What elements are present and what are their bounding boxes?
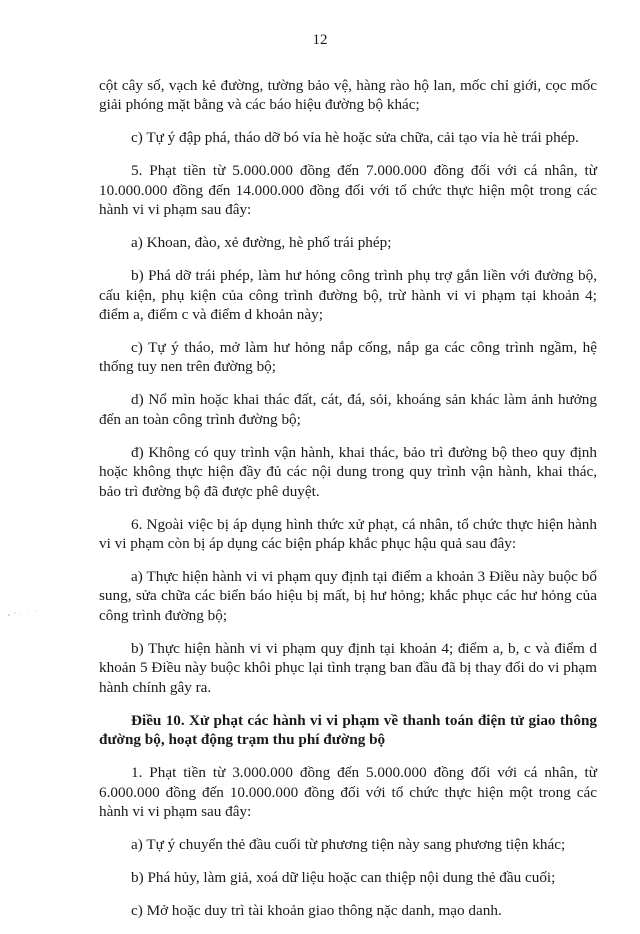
paragraph-item-d: d) Nổ mìn hoặc khai thác đất, cát, đá, sỏi, khoáng sản khác làm ảnh hưởng đến an toàn công trình đường bộ;: [99, 391, 597, 428]
paragraph-item-a: a) Tự ý chuyển thẻ đầu cuối từ phương tiện này sang phương tiện khác;: [131, 835, 566, 853]
paragraph-item-b: b) Phá dỡ trái phép, làm hư hỏng công trình phụ trợ gắn liền với đường bộ, cấu kiện, phụ kiện của công trình đường bộ, trừ hành vi vi phạm tại khoản 4; điểm a, điểm c và điểm d khoản này;: [99, 267, 597, 324]
page-number: 12: [312, 32, 328, 48]
paragraph-item-c: c) Mở hoặc duy trì tài khoản giao thông nặc danh, mạo danh.: [131, 901, 502, 919]
paragraph-clause-1: 1. Phạt tiền từ 3.000.000 đồng đến 5.000.000 đồng đối với cá nhân, từ 6.000.000 đồng đến 10.000.000 đồng đối với tổ chức thực hiện một trong các hành vi vi phạm sau đây:: [99, 764, 597, 820]
paragraph-item-a: a) Thực hiện hành vi vi phạm quy định tại điểm a khoản 3 Điều này buộc bổ sung, sửa chữa các biển báo hiệu bị mất, bị hư hỏng; khắc phục các hư hỏng của công trình đường bộ;: [99, 568, 597, 624]
paragraph-item-a: a) Khoan, đào, xẻ đường, hè phố trái phép;: [131, 234, 392, 252]
paragraph-item-b: b) Phá hủy, làm giả, xoá dữ liệu hoặc can thiệp nội dung thẻ đầu cuối;: [131, 868, 556, 886]
article-heading: Điều 10. Xử phạt các hành vi vi phạm về thanh toán điện tử giao thông đường bộ, hoạt động trạm thu phí đường bộ: [99, 711, 597, 749]
paragraph-item-c: c) Tự ý tháo, mở làm hư hỏng nắp cống, nắp ga các công trình ngầm, hệ thống tuy nen trên đường bộ;: [99, 339, 597, 376]
paragraph-item-dd: đ) Không có quy trình vận hành, khai thác, bảo trì đường bộ theo quy định hoặc không thực hiện đầy đủ các nội dung trong quy trình vận hành, khai thác, bảo trì đường bộ đã được phê duyệt.: [99, 443, 597, 500]
paragraph-item-b: b) Thực hiện hành vi vi phạm quy định tại khoản 4; điểm a, b, c và điểm d khoản 5 Điều này buộc khôi phục lại tình trạng ban đầu đã bị thay đổi do vi phạm hành chính gây ra.: [99, 639, 597, 696]
paragraph-item-c: c) Tự ý đập phá, tháo dỡ bó vỉa hè hoặc sửa chữa, cải tạo vỉa hè trái phép.: [131, 129, 579, 147]
scan-speck: [6, 606, 46, 620]
paragraph-clause-6: 6. Ngoài việc bị áp dụng hình thức xử phạt, cá nhân, tổ chức thực hiện hành vi vi phạm còn bị áp dụng các biện pháp khắc phục hậu quả sau đây:: [99, 515, 597, 553]
document-body: [99, 76, 597, 934]
paragraph-continuation: cột cây số, vạch kẻ đường, tường bảo vệ, hàng rào hộ lan, mốc chỉ giới, cọc mốc giải phóng mặt bằng và các báo hiệu đường bộ khác;: [99, 77, 597, 114]
paragraph-clause-5: 5. Phạt tiền từ 5.000.000 đồng đến 7.000.000 đồng đối với cá nhân, từ 10.000.000 đồng đến 14.000.000 đồng đối với tổ chức thực hiện một trong các hành vi vi phạm sau đây:: [99, 162, 597, 219]
